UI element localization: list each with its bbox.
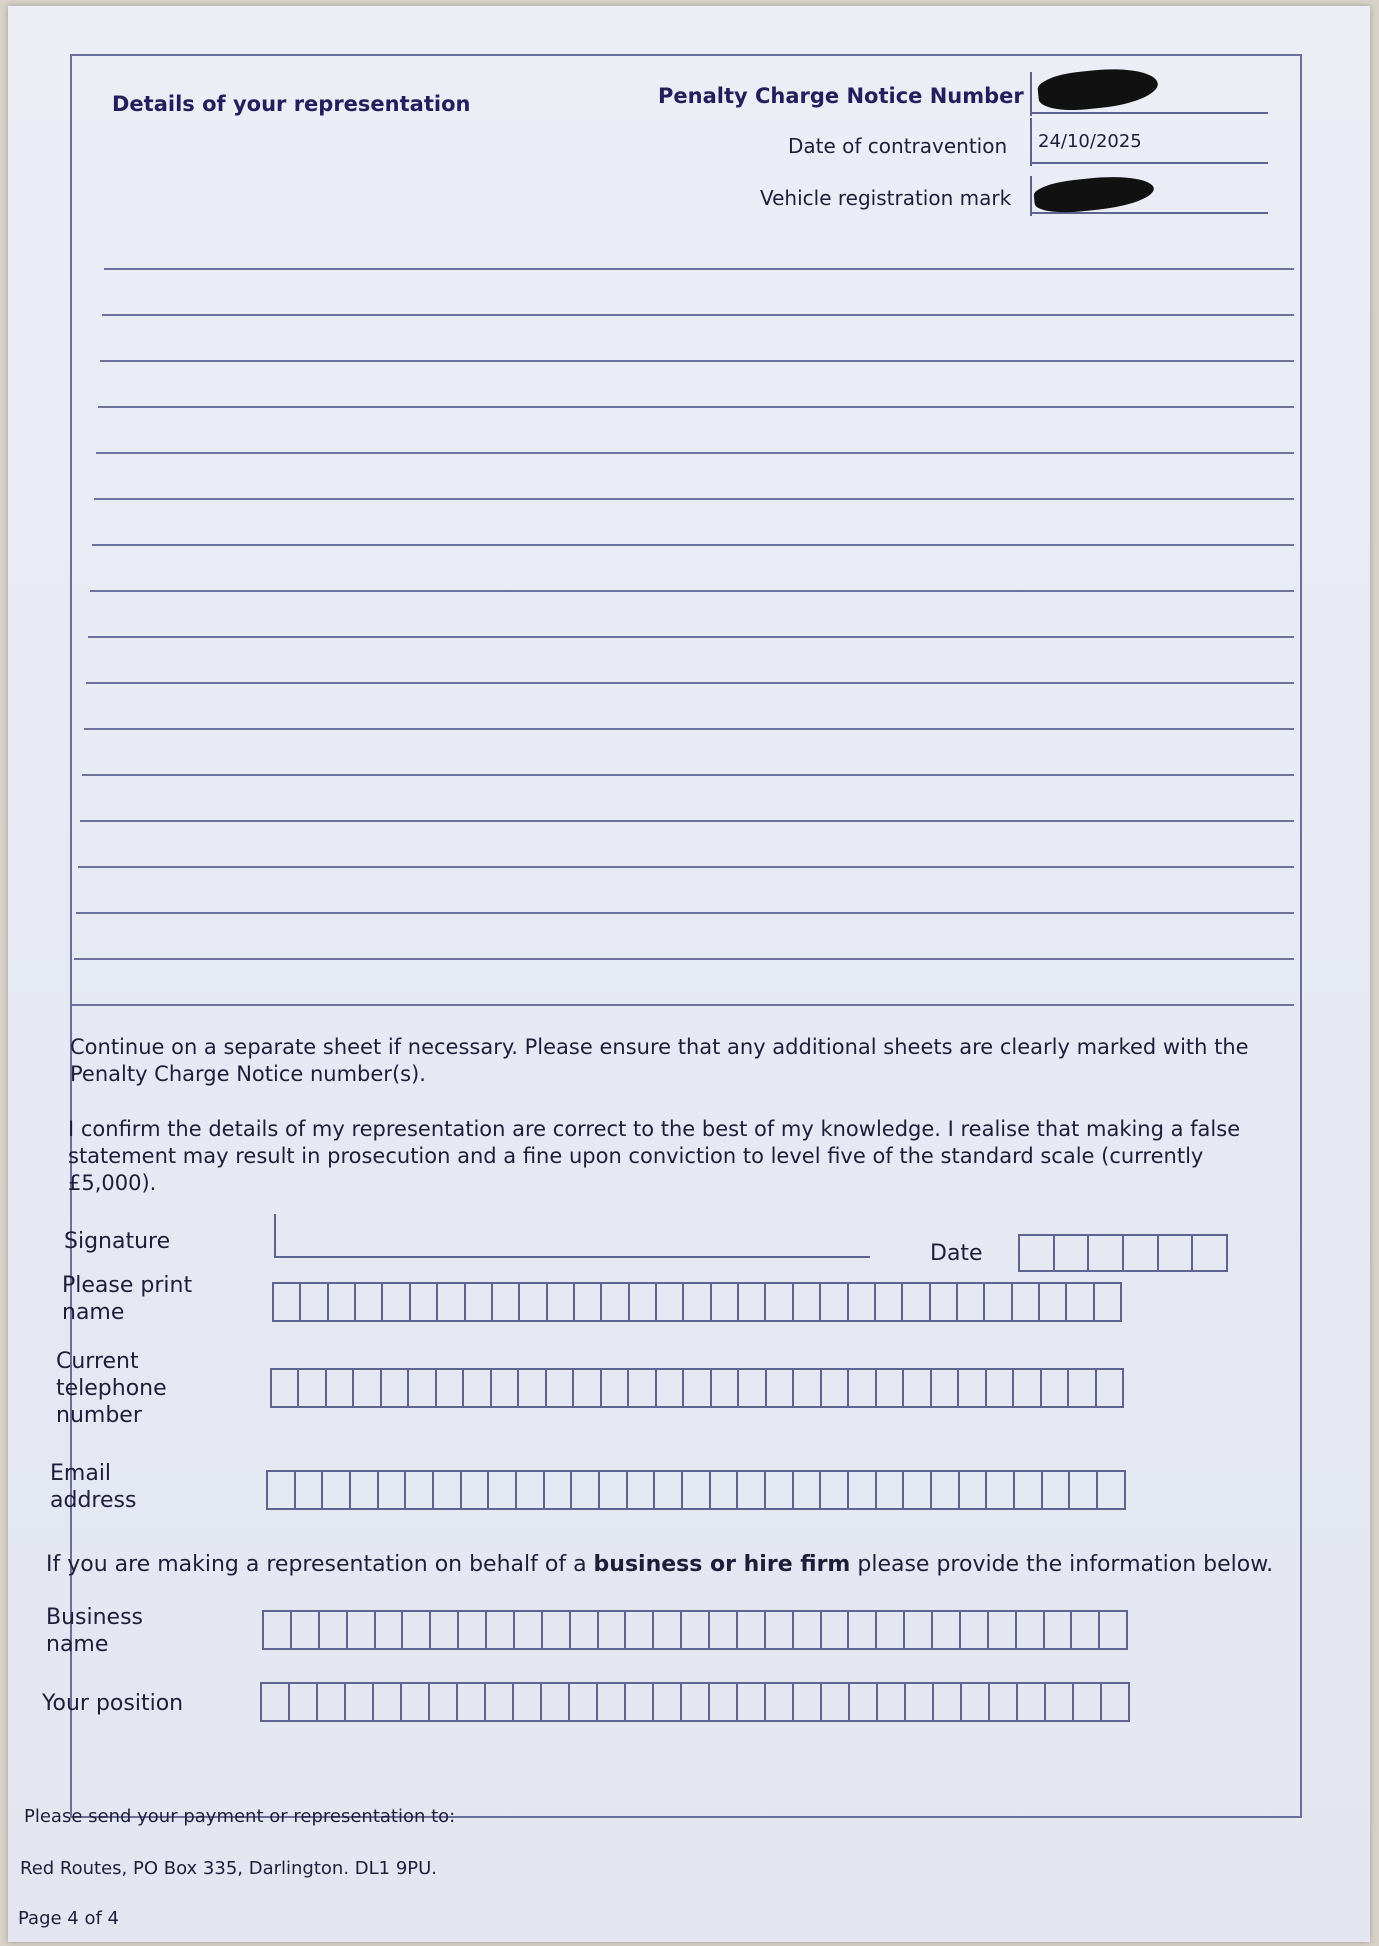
character-box[interactable]: [932, 1370, 959, 1406]
character-box[interactable]: [1069, 1370, 1096, 1406]
character-box[interactable]: [794, 1472, 822, 1508]
writing-line[interactable]: [102, 314, 1294, 316]
business-intro-a: If you are making a representation on behalf of a: [46, 1552, 594, 1577]
character-box[interactable]: [602, 1284, 629, 1320]
character-box[interactable]: [985, 1284, 1012, 1320]
character-box[interactable]: [459, 1612, 487, 1648]
character-box[interactable]: [1045, 1612, 1073, 1648]
writing-line[interactable]: [78, 866, 1294, 868]
pcn-field[interactable]: [1030, 112, 1268, 114]
print-name-label-1: Please print: [62, 1273, 193, 1298]
telephone-label-3: number: [56, 1403, 142, 1428]
character-box[interactable]: [849, 1370, 876, 1406]
character-box[interactable]: [932, 1472, 960, 1508]
character-box[interactable]: [323, 1472, 351, 1508]
character-box[interactable]: [654, 1612, 682, 1648]
character-box[interactable]: [1017, 1612, 1045, 1648]
business-name-label: [46, 1604, 143, 1658]
character-box[interactable]: [1124, 1236, 1159, 1270]
character-box[interactable]: [329, 1284, 356, 1320]
character-box[interactable]: [464, 1370, 491, 1406]
character-box[interactable]: [274, 1284, 301, 1320]
character-box[interactable]: [822, 1612, 850, 1648]
character-box[interactable]: [299, 1370, 326, 1406]
character-box[interactable]: [574, 1370, 601, 1406]
telephone-label-2: telephone: [56, 1376, 167, 1401]
character-box[interactable]: [402, 1684, 430, 1720]
character-box[interactable]: [878, 1684, 906, 1720]
character-box[interactable]: [794, 1612, 822, 1648]
writing-line[interactable]: [76, 912, 1294, 914]
character-box[interactable]: [1013, 1284, 1040, 1320]
character-box[interactable]: [683, 1472, 711, 1508]
business-intro-bold: business or hire firm: [593, 1552, 851, 1577]
character-box[interactable]: [268, 1472, 296, 1508]
postal-address: Red Routes, PO Box 335, Darlington. DL1 9PU.: [20, 1858, 438, 1879]
confirmation-statement: [68, 1116, 1268, 1197]
character-box[interactable]: [904, 1472, 932, 1508]
character-box[interactable]: [1070, 1472, 1098, 1508]
character-box[interactable]: [434, 1472, 462, 1508]
character-box[interactable]: [822, 1370, 849, 1406]
character-box[interactable]: [572, 1472, 600, 1508]
character-box[interactable]: [794, 1684, 822, 1720]
print-name-label-2: name: [62, 1300, 125, 1325]
character-box[interactable]: [961, 1612, 989, 1648]
vrm-field-left: [1030, 176, 1032, 216]
character-box[interactable]: [958, 1284, 985, 1320]
character-box[interactable]: [430, 1684, 458, 1720]
writing-line[interactable]: [100, 360, 1294, 362]
character-box[interactable]: [515, 1612, 543, 1648]
character-box[interactable]: [598, 1684, 626, 1720]
character-box[interactable]: [959, 1370, 986, 1406]
date-field-left: [1030, 118, 1032, 166]
email-label: [50, 1460, 136, 1514]
character-box[interactable]: [514, 1684, 542, 1720]
character-box[interactable]: [654, 1684, 682, 1720]
character-box[interactable]: [794, 1370, 821, 1406]
writing-line[interactable]: [88, 636, 1294, 638]
character-box[interactable]: [489, 1472, 517, 1508]
signature-date-boxes[interactable]: [1018, 1234, 1228, 1272]
writing-line[interactable]: [72, 1004, 1294, 1006]
character-box[interactable]: [821, 1284, 848, 1320]
writing-line[interactable]: [96, 452, 1294, 454]
character-box[interactable]: [1072, 1612, 1100, 1648]
character-box[interactable]: [1098, 1472, 1124, 1508]
character-box[interactable]: [356, 1284, 383, 1320]
character-box[interactable]: [987, 1370, 1014, 1406]
character-box[interactable]: [934, 1684, 962, 1720]
character-box[interactable]: [766, 1472, 794, 1508]
business-name-label-2: name: [46, 1632, 109, 1657]
character-box[interactable]: [877, 1472, 905, 1508]
telephone-boxes[interactable]: [270, 1368, 1124, 1408]
date-value: 24/10/2025: [1038, 131, 1142, 152]
character-box[interactable]: [626, 1612, 654, 1648]
character-box[interactable]: [738, 1684, 766, 1720]
character-box[interactable]: [517, 1472, 545, 1508]
page-number: Page 4 of 4: [18, 1908, 119, 1929]
character-box[interactable]: [738, 1472, 766, 1508]
position-label: Your position: [42, 1691, 184, 1716]
date-label: Date of contravention: [788, 134, 1008, 158]
character-box[interactable]: [542, 1684, 570, 1720]
pcn-field-left: [1030, 72, 1032, 116]
character-box[interactable]: [904, 1370, 931, 1406]
character-box[interactable]: [1046, 1684, 1074, 1720]
character-box[interactable]: [487, 1612, 515, 1648]
writing-line[interactable]: [74, 958, 1294, 960]
character-box[interactable]: [905, 1612, 933, 1648]
business-intro-c: please provide the information below.: [850, 1552, 1274, 1577]
email-label-1: Email: [50, 1461, 112, 1486]
continue-line-2: Penalty Charge Notice number(s).: [70, 1062, 426, 1086]
character-box[interactable]: [346, 1684, 374, 1720]
print-name-label: [62, 1272, 192, 1326]
character-box[interactable]: [1089, 1236, 1124, 1270]
character-box[interactable]: [493, 1284, 520, 1320]
character-box[interactable]: [382, 1370, 409, 1406]
form-page: [8, 6, 1370, 1942]
character-box[interactable]: [600, 1472, 628, 1508]
character-box[interactable]: [628, 1472, 656, 1508]
character-box[interactable]: [1014, 1370, 1041, 1406]
character-box[interactable]: [1015, 1472, 1043, 1508]
character-box[interactable]: [301, 1284, 328, 1320]
character-box[interactable]: [739, 1370, 766, 1406]
character-box[interactable]: [1095, 1284, 1120, 1320]
character-box[interactable]: [406, 1472, 434, 1508]
character-box[interactable]: [712, 1284, 739, 1320]
character-box[interactable]: [570, 1684, 598, 1720]
position-boxes[interactable]: [260, 1682, 1130, 1722]
character-box[interactable]: [409, 1370, 436, 1406]
character-box[interactable]: [767, 1370, 794, 1406]
confirm-line-3: £5,000).: [68, 1171, 157, 1195]
character-box[interactable]: [712, 1370, 739, 1406]
character-box[interactable]: [1055, 1236, 1090, 1270]
signature-field[interactable]: [274, 1256, 870, 1258]
writing-line[interactable]: [82, 774, 1294, 776]
character-box[interactable]: [519, 1370, 546, 1406]
character-box[interactable]: [821, 1472, 849, 1508]
writing-line[interactable]: [98, 406, 1294, 408]
telephone-label: [56, 1348, 167, 1429]
vrm-label: Vehicle registration mark: [760, 186, 1012, 210]
signature-label: Signature: [64, 1229, 171, 1254]
business-name-boxes[interactable]: [262, 1610, 1128, 1650]
character-box[interactable]: [738, 1612, 766, 1648]
character-box[interactable]: [1043, 1472, 1071, 1508]
character-box[interactable]: [710, 1684, 738, 1720]
character-box[interactable]: [1193, 1236, 1226, 1270]
character-box[interactable]: [351, 1472, 379, 1508]
character-box[interactable]: [682, 1612, 710, 1648]
character-box[interactable]: [492, 1370, 519, 1406]
character-box[interactable]: [411, 1284, 438, 1320]
character-box[interactable]: [903, 1284, 930, 1320]
character-box[interactable]: [548, 1284, 575, 1320]
character-box[interactable]: [437, 1370, 464, 1406]
character-box[interactable]: [383, 1284, 410, 1320]
character-box[interactable]: [458, 1684, 486, 1720]
character-box[interactable]: [877, 1612, 905, 1648]
character-box[interactable]: [906, 1684, 934, 1720]
business-intro: [46, 1552, 1273, 1577]
character-box[interactable]: [626, 1684, 654, 1720]
writing-line[interactable]: [104, 268, 1294, 270]
character-box[interactable]: [960, 1472, 988, 1508]
writing-line[interactable]: [92, 544, 1294, 546]
character-box[interactable]: [1074, 1684, 1102, 1720]
character-box[interactable]: [1040, 1284, 1067, 1320]
character-box[interactable]: [520, 1284, 547, 1320]
character-box[interactable]: [766, 1684, 794, 1720]
telephone-label-1: Current: [56, 1349, 139, 1374]
character-box[interactable]: [272, 1370, 299, 1406]
character-box[interactable]: [1018, 1684, 1046, 1720]
date-label-signature: Date: [930, 1241, 983, 1266]
character-box[interactable]: [348, 1612, 376, 1648]
continue-note: [70, 1034, 1270, 1088]
character-box[interactable]: [990, 1684, 1018, 1720]
date-contravention-field[interactable]: [1030, 162, 1268, 164]
character-box[interactable]: [547, 1370, 574, 1406]
character-box[interactable]: [438, 1284, 465, 1320]
character-box[interactable]: [466, 1284, 493, 1320]
section-title: Details of your representation: [112, 92, 471, 116]
character-box[interactable]: [1100, 1612, 1126, 1648]
character-box[interactable]: [403, 1612, 431, 1648]
character-box[interactable]: [794, 1284, 821, 1320]
character-box[interactable]: [876, 1284, 903, 1320]
character-box[interactable]: [655, 1472, 683, 1508]
character-box[interactable]: [292, 1612, 320, 1648]
writing-line[interactable]: [94, 498, 1294, 500]
character-box[interactable]: [657, 1370, 684, 1406]
writing-line[interactable]: [86, 682, 1294, 684]
signature-field-left: [274, 1214, 276, 1258]
character-box[interactable]: [962, 1684, 990, 1720]
character-box[interactable]: [575, 1284, 602, 1320]
character-box[interactable]: [684, 1370, 711, 1406]
character-box[interactable]: [571, 1612, 599, 1648]
character-box[interactable]: [987, 1472, 1015, 1508]
character-box[interactable]: [379, 1472, 407, 1508]
character-box[interactable]: [290, 1684, 318, 1720]
character-box[interactable]: [766, 1612, 794, 1648]
business-name-label-1: Business: [46, 1605, 144, 1630]
confirm-line-2: statement may result in prosecution and a fine upon conviction to level five of the standard scale (currently: [68, 1144, 1204, 1168]
send-to-label: Please send your payment or representation to:: [24, 1806, 456, 1827]
character-box[interactable]: [599, 1612, 627, 1648]
character-box[interactable]: [684, 1284, 711, 1320]
character-box[interactable]: [376, 1612, 404, 1648]
character-box[interactable]: [543, 1612, 571, 1648]
character-box[interactable]: [374, 1684, 402, 1720]
character-box[interactable]: [602, 1370, 629, 1406]
character-box[interactable]: [682, 1684, 710, 1720]
character-box[interactable]: [1159, 1236, 1194, 1270]
email-boxes[interactable]: [266, 1470, 1126, 1510]
character-box[interactable]: [1102, 1684, 1128, 1720]
character-box[interactable]: [630, 1284, 657, 1320]
writing-line[interactable]: [90, 590, 1294, 592]
character-box[interactable]: [545, 1472, 573, 1508]
character-box[interactable]: [850, 1684, 878, 1720]
character-box[interactable]: [629, 1370, 656, 1406]
character-box[interactable]: [431, 1612, 459, 1648]
character-box[interactable]: [739, 1284, 766, 1320]
character-box[interactable]: [931, 1284, 958, 1320]
character-box[interactable]: [462, 1472, 490, 1508]
character-box[interactable]: [766, 1284, 793, 1320]
pcn-label: Penalty Charge Notice Number: [658, 84, 1024, 108]
character-box[interactable]: [849, 1612, 877, 1648]
character-box[interactable]: [354, 1370, 381, 1406]
character-box[interactable]: [849, 1472, 877, 1508]
character-box[interactable]: [849, 1284, 876, 1320]
character-box[interactable]: [822, 1684, 850, 1720]
character-box[interactable]: [877, 1370, 904, 1406]
character-box[interactable]: [933, 1612, 961, 1648]
character-box[interactable]: [657, 1284, 684, 1320]
character-box[interactable]: [262, 1684, 290, 1720]
character-box[interactable]: [710, 1612, 738, 1648]
character-box[interactable]: [1042, 1370, 1069, 1406]
character-box[interactable]: [318, 1684, 346, 1720]
character-box[interactable]: [1020, 1236, 1055, 1270]
character-box[interactable]: [486, 1684, 514, 1720]
writing-line[interactable]: [84, 728, 1294, 730]
character-box[interactable]: [264, 1612, 292, 1648]
print-name-boxes[interactable]: [272, 1282, 1122, 1322]
character-box[interactable]: [327, 1370, 354, 1406]
character-box[interactable]: [320, 1612, 348, 1648]
continue-line-1: Continue on a separate sheet if necessary. Please ensure that any additional sheets are clearly marked with the: [70, 1035, 1249, 1059]
character-box[interactable]: [1097, 1370, 1122, 1406]
character-box[interactable]: [296, 1472, 324, 1508]
email-label-2: address: [50, 1488, 137, 1513]
character-box[interactable]: [1067, 1284, 1094, 1320]
confirm-line-1: I confirm the details of my representation are correct to the best of my knowledge. I realise that making a false: [68, 1117, 1241, 1141]
character-box[interactable]: [711, 1472, 739, 1508]
writing-line[interactable]: [80, 820, 1294, 822]
character-box[interactable]: [989, 1612, 1017, 1648]
